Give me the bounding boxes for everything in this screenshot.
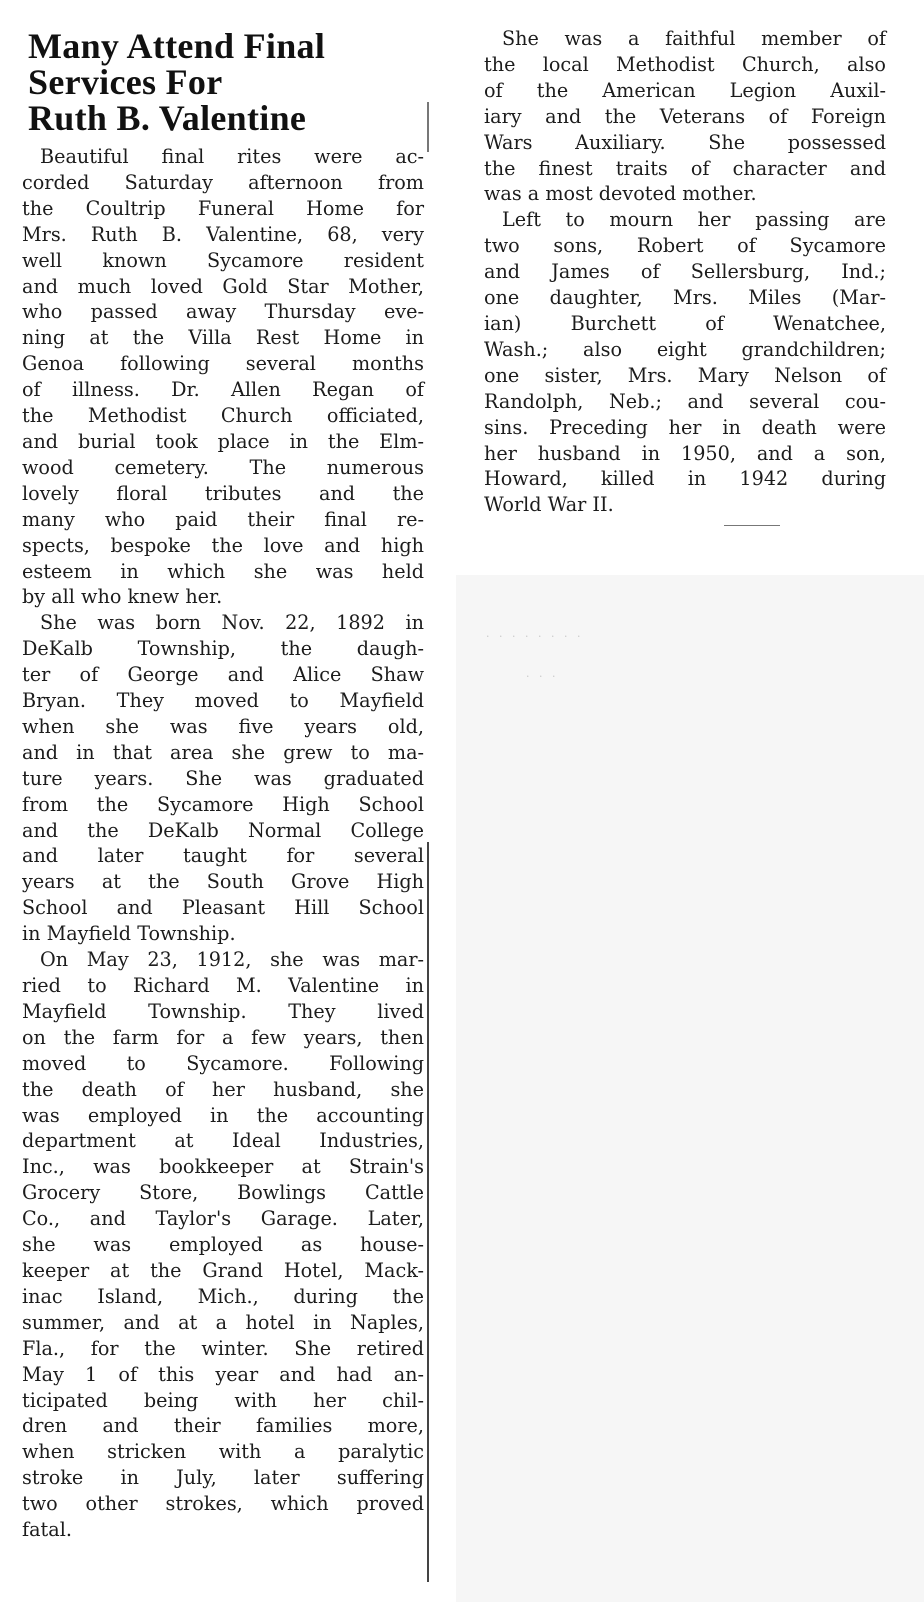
paragraph [484, 26, 886, 207]
text-line: moved to Sycamore. Following [22, 1051, 424, 1075]
text-line: stroke in July, later suffering [22, 1466, 424, 1490]
headline-line: Services For [28, 62, 223, 102]
text-line: Grocery Store, Bowlings Cattle [22, 1181, 424, 1205]
text-line: by all who knew her. [22, 585, 223, 609]
text-line: the local Methodist Church, also [484, 52, 886, 76]
paragraph [484, 207, 886, 518]
text-line: ning at the Villa Rest Home in [22, 326, 424, 350]
text-line: Co., and Taylor's Garage. Later, [22, 1207, 424, 1231]
text-line: ture years. She was graduated [22, 766, 424, 790]
column-rule [427, 22, 429, 1582]
text-line: Wars Auxiliary. She possessed [484, 130, 886, 154]
text-line: in Mayfield Township. [22, 922, 236, 946]
text-line: ried to Richard M. Valentine in [22, 974, 424, 997]
text-line: May 1 of this year and had an- [22, 1362, 424, 1386]
text-line: well known Sycamore resident [22, 248, 424, 272]
headline-line: Many Attend Final [28, 26, 326, 66]
text-line: Genoa following several months [22, 352, 424, 376]
text-line: one daughter, Mrs. Miles (Mar- [484, 286, 886, 310]
right-column [484, 26, 886, 518]
text-line: inac Island, Mich., during the [22, 1284, 424, 1308]
text-line: ticipated being with her chil- [22, 1388, 424, 1412]
text-line: Inc., was bookkeeper at Strain's [22, 1155, 424, 1179]
text-line: the Coultrip Funeral Home for [22, 196, 424, 220]
text-line: Mrs. Ruth B. Valentine, 68, very [22, 222, 424, 246]
text-line: Mayfield Township. They lived [22, 999, 424, 1023]
left-body [22, 144, 424, 1543]
text-line: Left to mourn her passing are [502, 208, 886, 232]
paragraph [22, 610, 424, 947]
text-line: and the DeKalb Normal College [22, 818, 424, 842]
text-line: ter of George and Alice Shaw [22, 663, 424, 687]
headline-line: Ruth B. Valentine [28, 98, 307, 138]
text-line: She was born Nov. 22, 1892 in [40, 611, 424, 635]
text-line: Beautiful final rites were ac- [40, 145, 424, 168]
text-line: on the farm for a few years, then [22, 1025, 424, 1049]
text-line: the death of her husband, she [22, 1077, 424, 1101]
text-line: dren and their families more, [22, 1414, 424, 1438]
text-line: corded Saturday afternoon from [22, 170, 424, 194]
blank-scan-area [456, 575, 924, 1602]
headline [28, 28, 424, 136]
text-line: one sister, Mrs. Mary Nelson of [484, 363, 886, 387]
text-line: the finest traits of character and [484, 156, 886, 180]
text-line: fatal. [22, 1518, 72, 1542]
text-line: Howard, killed in 1942 during [484, 467, 886, 491]
text-line: summer, and at a hotel in Naples, [22, 1310, 424, 1334]
text-line: was employed in the accounting [22, 1103, 424, 1127]
text-line: department at Ideal Industries, [22, 1129, 424, 1153]
paragraph [22, 947, 424, 1543]
faint-bleed-through: · · · · · · · · [486, 630, 584, 643]
text-line: two sons, Robert of Sycamore [484, 234, 886, 258]
text-line: of the American Legion Auxil- [484, 78, 886, 102]
paragraph [22, 144, 424, 610]
text-line: Wash.; also eight grandchildren; [484, 337, 886, 361]
text-line: was a most devoted mother. [484, 182, 757, 206]
text-line: On May 23, 1912, she was mar- [40, 948, 424, 972]
text-line: World War II. [484, 493, 614, 517]
text-line: Randolph, Neb.; and several cou- [484, 389, 886, 413]
text-line: when she was five years old, [22, 714, 424, 738]
text-line: ian) Burchett of Wenatchee, [484, 311, 886, 335]
text-line: Fla., for the winter. She retired [22, 1336, 424, 1360]
text-line: wood cemetery. The numerous [22, 455, 424, 479]
text-line: She was a faithful member of [502, 27, 886, 50]
right-body [484, 26, 886, 518]
text-line: Bryan. They moved to Mayfield [22, 689, 424, 713]
faint-bleed-through: · · · [526, 670, 559, 683]
text-line: lovely floral tributes and the [22, 481, 424, 505]
text-line: keeper at the Grand Hotel, Mack- [22, 1258, 424, 1282]
text-line: and James of Sellersburg, Ind.; [484, 260, 886, 284]
text-line: esteem in which she was held [22, 559, 424, 583]
text-line: when stricken with a paralytic [22, 1440, 424, 1464]
text-line: from the Sycamore High School [22, 792, 424, 816]
text-line: School and Pleasant Hill School [22, 896, 424, 920]
text-line: her husband in 1950, and a son, [484, 441, 886, 465]
text-line: she was employed as house- [22, 1233, 424, 1257]
text-line: who passed away Thursday eve- [22, 300, 424, 324]
text-line: years at the South Grove High [22, 870, 424, 894]
text-line: and much loved Gold Star Mother, [22, 274, 424, 298]
text-line: iary and the Veterans of Foreign [484, 104, 886, 128]
text-line: of illness. Dr. Allen Regan of [22, 378, 424, 402]
end-of-article-rule [724, 525, 780, 526]
text-line: spects, bespoke the love and high [22, 533, 424, 557]
text-line: DeKalb Township, the daugh- [22, 637, 424, 661]
text-line: many who paid their final re- [22, 507, 424, 531]
text-line: and burial took place in the Elm- [22, 429, 424, 453]
text-line: and in that area she grew to ma- [22, 740, 424, 764]
text-line: sins. Preceding her in death were [484, 415, 886, 439]
left-column [22, 28, 424, 1543]
text-line: and later taught for several [22, 844, 424, 868]
text-line: the Methodist Church officiated, [22, 404, 424, 428]
text-line: two other strokes, which proved [22, 1492, 424, 1516]
